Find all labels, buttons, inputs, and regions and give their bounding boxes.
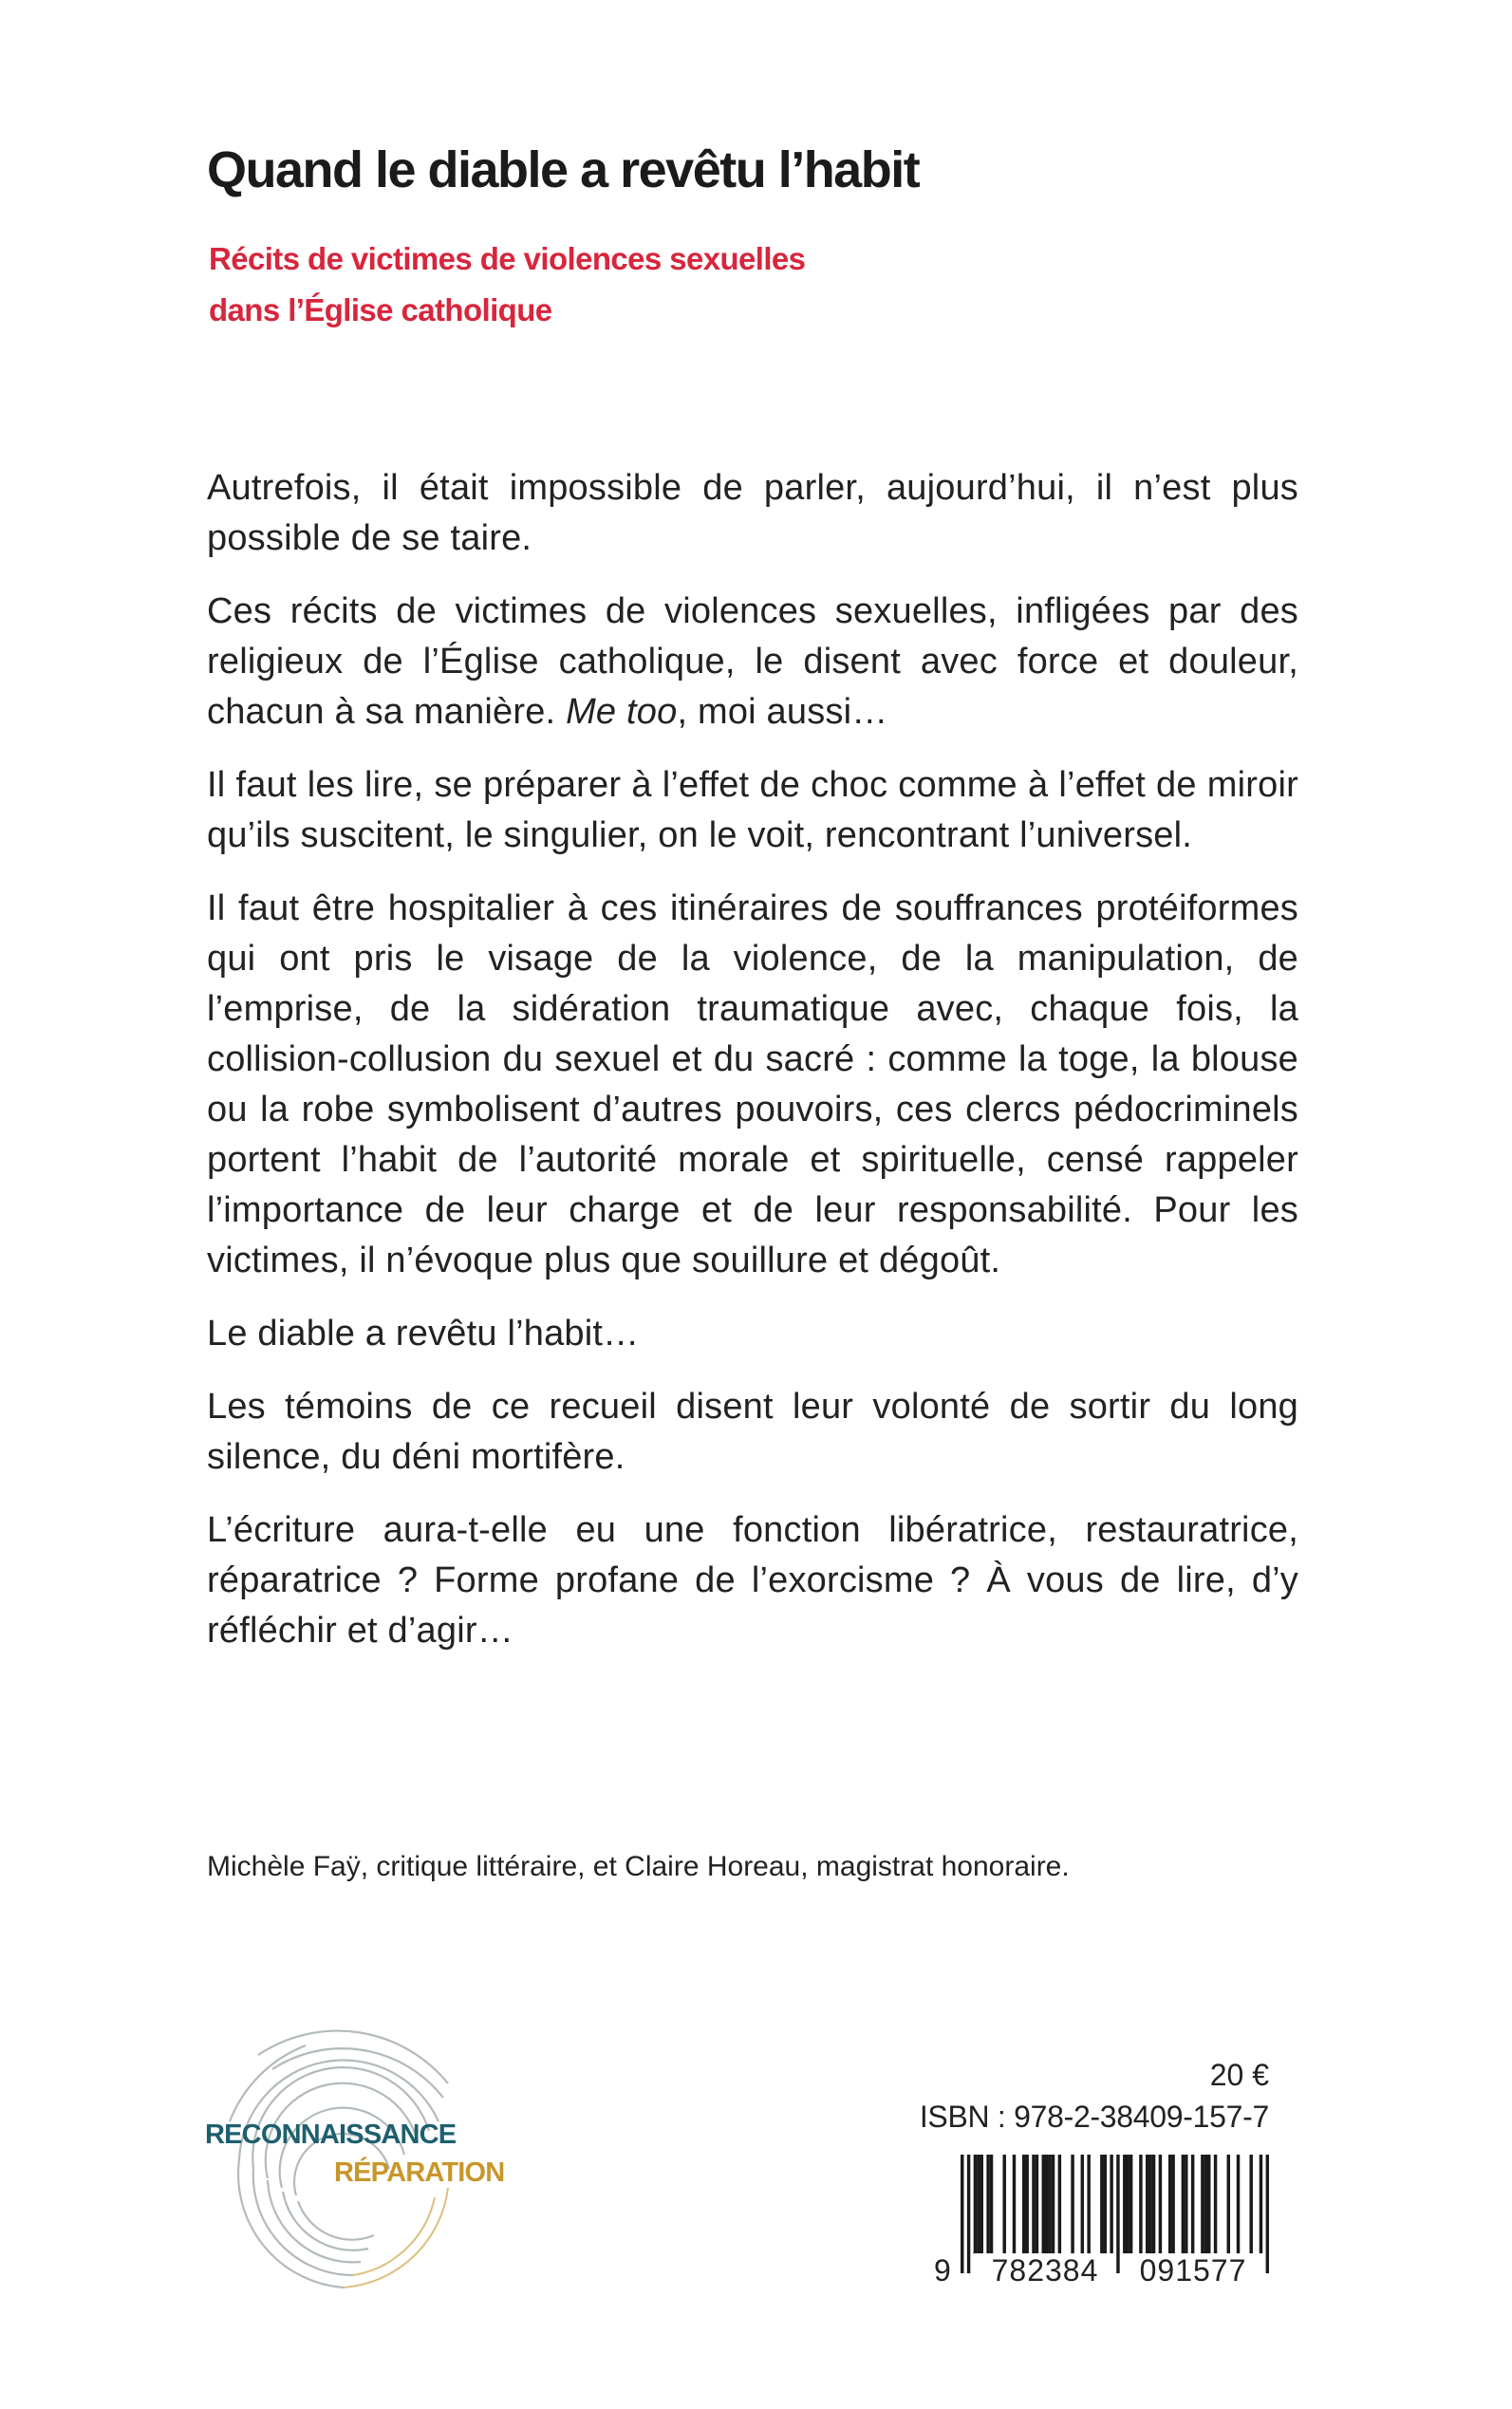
blurb-paragraph-7: L’écriture aura-t-elle eu une fonction libératrice, restauratrice, réparatrice ? Forme profane de l’exorcisme ? À vous de lire, d’y réfléchir et d’agir… [207,1510,1298,1651]
barcode-bar [974,2155,977,2254]
barcode-bar [1081,2155,1084,2254]
barcode-bar [1071,2155,1073,2254]
barcode-bar [1148,2155,1151,2254]
barcode-bar [1237,2155,1240,2254]
barcode-left-digits: 782384 [974,2253,1116,2288]
barcode-bar [1045,2155,1048,2254]
barcode-bar [1204,2155,1207,2254]
barcode-bar [1116,2155,1119,2273]
barcode-bar [1042,2155,1045,2254]
barcode-bar [1139,2155,1142,2254]
barcode-bar [1185,2155,1187,2254]
authors-credit: Michèle Faÿ, critique littéraire, et Claire Horeau, magistrat honoraire. [207,1851,1070,1882]
barcode-bar [977,2155,980,2254]
subtitle-line-1: Récits de victimes de violences sexuelles [209,241,806,276]
barcode-bar [1129,2155,1132,2254]
barcode-bar [1171,2155,1174,2254]
back-cover-blurb [207,463,1298,1656]
blurb-p2-text: Ces récits de victimes de violences sexuelles, infligées par des religieux de l’Église catholique, le disent avec force et douleur, chacun à sa manière. [207,591,1298,732]
barcode-bar [1207,2155,1210,2254]
barcode-bar [967,2155,970,2273]
barcode-bar [1087,2155,1090,2254]
blurb-paragraph-1: Autrefois, il était impossible de parler, aujourd’hui, il n’est plus possible de se taire. [207,468,1298,558]
blurb-paragraph-6: Les témoins de ce recueil disent leur volonté de sortir du long silence, du déni mortifère. [207,1387,1298,1477]
barcode-bar [1227,2155,1230,2254]
barcode-bar [1104,2155,1107,2254]
barcode-bar [1168,2155,1171,2254]
blurb-paragraph-3: Il faut les lire, se préparer à l’effet de choc comme à l’effet de miroir qu’ils suscitent, le singulier, on le voit, rencontrant l’universel. [207,765,1298,855]
barcode-bar [1249,2155,1252,2254]
barcode-bar [1182,2155,1185,2254]
barcode-bar [1126,2155,1129,2254]
book-title: Quand le diable a revêtu l’habit [207,141,920,198]
logo-text-reconnaissance: RECONNAISSANCE [205,2120,457,2150]
blurb-p2-end: , moi aussi… [677,692,888,732]
barcode-bar [1025,2155,1028,2254]
barcode [934,2155,1271,2306]
barcode-bar [980,2155,983,2254]
blurb-p2-italic: Me too [566,692,678,732]
logo-text-reparation: RÉPARATION [334,2157,505,2188]
barcode-bar [1022,2155,1025,2254]
blurb-paragraph-4: Il faut être hospitalier à ces itinéraires de souffrances protéiformes qui ont pris le visage de la violence, de la manipulation, de l’emprise, de la sidération traumatique avec, chaque fois, la collision-collusion du sexuel et du sacré : comme la toge, la blouse ou la robe symbolisent d’autres pouvoirs, ces clercs pédocriminels portent l’habit de l’autorité morale et spirituelle, censé rappeler l’importance de leur charge et de leur responsabilité. Pour les victimes, il n’évoque plus que souillure et dégoût. [207,888,1298,1280]
book-subtitle [209,233,805,336]
barcode-bar [1152,2155,1155,2254]
barcode-bar [986,2155,989,2254]
barcode-bar [990,2155,993,2254]
barcode-bar [1036,2155,1038,2254]
publisher-logo [201,2017,514,2302]
barcode-bar [1266,2155,1269,2273]
barcode-bar [1146,2155,1148,2254]
barcode-bar [1048,2155,1051,2254]
isbn-label: ISBN : 978-2-38409-157-7 [919,2100,1269,2134]
barcode-bar [1052,2155,1055,2254]
barcode-bar [1214,2155,1217,2254]
subtitle-line-2: dans l’Église catholique [209,292,552,327]
blurb-paragraph-5: Le diable a revêtu l’habit… [207,1314,640,1354]
barcode-bar [1191,2155,1194,2254]
barcode-bar [1123,2155,1126,2254]
barcode-bar [961,2155,963,2273]
barcode-first-digit: 9 [934,2253,951,2288]
barcode-bar [1032,2155,1035,2254]
barcode-bar [1201,2155,1204,2254]
barcode-bar [1013,2155,1016,2254]
price-label: 20 € [1209,2058,1269,2092]
barcode-bar [1100,2155,1103,2254]
blurb-paragraph-2 [207,587,1298,738]
barcode-bar [1002,2155,1005,2254]
barcode-right-digits: 091577 [1122,2253,1264,2288]
barcode-bar [1159,2155,1162,2254]
barcode-bar [1058,2155,1061,2254]
